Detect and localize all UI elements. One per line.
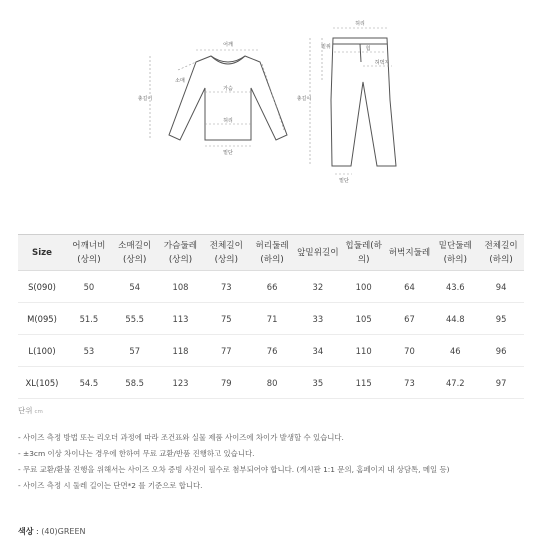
header-chest: 가슴둘레(상의) (158, 235, 204, 271)
top-hem-label: 밑단 (223, 150, 233, 156)
table-cell: 118 (158, 335, 204, 367)
top-sleeve-label: 소매 (175, 78, 185, 84)
size-table (18, 234, 524, 399)
color-info (18, 526, 86, 537)
table-cell: 115 (341, 367, 387, 399)
table-cell: 32 (295, 271, 341, 303)
table-cell: 34 (295, 335, 341, 367)
top-total-length-label: 총길이 (137, 96, 153, 102)
size-notes (18, 430, 450, 494)
top-waist-label: 허리 (223, 118, 233, 124)
table-cell: S(090) (18, 271, 66, 303)
color-label: 색상 (18, 527, 34, 536)
table-cell: 79 (203, 367, 249, 399)
table-cell: XL(105) (18, 367, 66, 399)
header-sleeve-length: 소매길이(상의) (112, 235, 158, 271)
table-row (18, 303, 524, 335)
table-cell: M(095) (18, 303, 66, 335)
table-cell: 54 (112, 271, 158, 303)
table-row (18, 335, 524, 367)
table-cell: 47.2 (432, 367, 478, 399)
table-cell: 53 (66, 335, 112, 367)
header-bottom-total-length: 전체길이(하의) (478, 235, 524, 271)
bottom-garment-illustration (331, 38, 396, 166)
table-cell: 73 (387, 367, 433, 399)
bottom-hem-label: 밑단 (339, 178, 349, 184)
table-cell: 105 (341, 303, 387, 335)
header-waist: 허리둘레(하의) (249, 235, 295, 271)
unit-label: 단위 (18, 406, 33, 415)
table-cell: 35 (295, 367, 341, 399)
table-cell: 51.5 (66, 303, 112, 335)
header-hip: 힙둘레(하의) (341, 235, 387, 271)
table-cell: 58.5 (112, 367, 158, 399)
table-cell: 55.5 (112, 303, 158, 335)
bottom-hip-label: 힙 (365, 46, 371, 52)
bottom-waist-label: 허리 (355, 21, 365, 27)
table-cell: 44.8 (432, 303, 478, 335)
header-shoulder-width: 어깨너비(상의) (66, 235, 112, 271)
header-front-rise: 앞밑위길이 (295, 235, 341, 271)
table-cell: 94 (478, 271, 524, 303)
table-cell: 97 (478, 367, 524, 399)
table-cell: 75 (203, 303, 249, 335)
table-cell: 73 (203, 271, 249, 303)
table-cell: 108 (158, 271, 204, 303)
color-separator: : (33, 527, 42, 536)
list-item: - ±3cm 이상 차이나는 경우에 한하여 무료 교환/반품 진행하고 있습니다. (18, 446, 450, 462)
table-cell: 71 (249, 303, 295, 335)
table-cell: 54.5 (66, 367, 112, 399)
table-cell: 70 (387, 335, 433, 367)
table-cell: L(100) (18, 335, 66, 367)
measurement-diagram (0, 0, 540, 200)
top-garment-illustration (169, 56, 287, 140)
bottom-total-length-label: 총길이 (296, 96, 312, 102)
unit-note (18, 405, 43, 416)
table-cell: 110 (341, 335, 387, 367)
table-cell: 64 (387, 271, 433, 303)
table-row (18, 271, 524, 303)
table-cell: 67 (387, 303, 433, 335)
table-cell: 43.6 (432, 271, 478, 303)
table-row (18, 367, 524, 399)
header-top-total-length: 전체길이(상의) (203, 235, 249, 271)
top-shoulder-label: 어깨 (223, 42, 233, 48)
header-hem: 밑단둘레(하의) (432, 235, 478, 271)
list-item: - 무료 교환/환불 진행을 위해서는 사이즈 오차 증빙 사진이 필수로 첨부되어야 합니다. (게시판 1:1 문의, 홈페이지 내 상담톡, 메일 등) (18, 462, 450, 478)
table-cell: 77 (203, 335, 249, 367)
table-cell: 113 (158, 303, 204, 335)
list-item: - 사이즈 측정 시 둘레 길이는 단면*2 를 기준으로 합니다. (18, 478, 450, 494)
table-cell: 76 (249, 335, 295, 367)
table-cell: 50 (66, 271, 112, 303)
size-table-header-row (18, 235, 524, 271)
header-size: Size (18, 235, 66, 271)
table-cell: 100 (341, 271, 387, 303)
table-cell: 95 (478, 303, 524, 335)
table-cell: 66 (249, 271, 295, 303)
table-cell: 46 (432, 335, 478, 367)
table-cell: 96 (478, 335, 524, 367)
table-cell: 57 (112, 335, 158, 367)
list-item: - 사이즈 측정 방법 또는 리오더 과정에 따라 조건표와 실물 제품 사이즈에 차이가 발생할 수 있습니다. (18, 430, 450, 446)
unit-value: cm (34, 409, 43, 415)
header-thigh: 허벅지둘레 (387, 235, 433, 271)
table-cell: 123 (158, 367, 204, 399)
bottom-rise-label: 밑위 (321, 44, 331, 50)
table-cell: 80 (249, 367, 295, 399)
color-value: (40)GREEN (41, 527, 86, 536)
table-cell: 33 (295, 303, 341, 335)
bottom-thigh-label: 허벅지 (374, 60, 390, 66)
top-chest-label: 가슴 (223, 86, 233, 92)
